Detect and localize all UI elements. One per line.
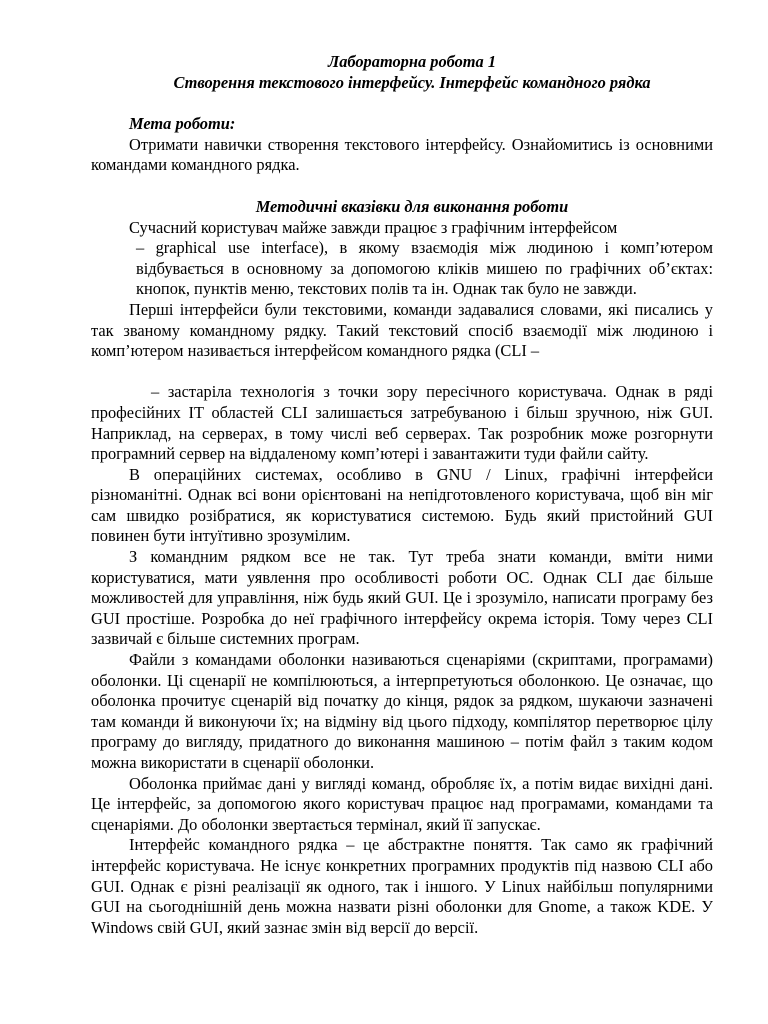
title-line-1: Лабораторна робота 1 (327, 52, 497, 71)
goal-heading: Мета роботи: (129, 114, 236, 134)
guide-paragraph-1 (91, 218, 713, 300)
guide-paragraph-5: Файли з командами оболонки називаються сценаріями (скриптами, програмами) оболонки. Ці сценарії не компілюються, а інтерпретуються оболонкою. Це означає, що оболонка прочитує сценарій від початку до кінця, рядок за рядком, шукаючи зазначені там команди й виконуючи їх; на відміну від цього підходу, компілятор перетворює цілу програму до вигляду, придатного до виконання машиною – потім файл з таким кодом можна використати в сценарії оболонки. (91, 650, 713, 772)
goal-text: Отримати навички створення текстового інтерфейсу. Ознайомитись із основними командами командного рядка. (91, 134, 713, 175)
document-page (91, 52, 713, 938)
title-line-2: Створення текстового інтерфейсу. Інтерфейс командного рядка (173, 72, 651, 92)
guide-paragraph-7: Інтерфейс командного рядка – це абстрактне поняття. Так само як графічний інтерфейс користувача. Не існує конкретних програмних продуктів під назвою CLI або GUI. Однак є різні реалізації як одного, так і іншого. У Linux найбільш популярними GUI на сьогоднішній день можна назвати різні оболонки для Gnome, а також KDE. У Windows свій GUI, який зазнає змін від версії до версії. (91, 835, 713, 937)
guide-paragraph-2-continuation: – застаріла технологія з точки зору пересічного користувача. Однак в ряді професійних IT областей CLI залишається затребуваною і більш зручною, ніж GUI. Наприклад, на серверах, в тому числі веб серверах. Так розробник може розгорнути програмний сервер на віддаленому комп’ютері і завантажити туди файли сайту. (91, 382, 713, 464)
blank-gap (91, 362, 713, 383)
guide-paragraph-2: Перші інтерфейси були текстовими, команди задавалися словами, які писались у так званому командному рядку. Такий текстовий спосіб взаємодії між людиною і комп’ютером називається інтерфейсом командного рядка (CLI – (91, 299, 713, 361)
guide-paragraph-4: З командним рядком все не так. Тут треба знати команди, вміти ними користуватися, мати уявлення про особливості роботи ОС. Однак CLI дає більше можливостей для управління, ніж будь який GUI. Це і зрозуміло, написати програму без GUI простіше. Розробка до неї графічного інтерфейсу окрема історія. Тому через CLI зазвичай є більше системних програм. (91, 547, 713, 649)
document-title (91, 52, 713, 93)
guide-paragraph-3: В операційних системах, особливо в GNU / Linux, графічні інтерфейси різноманітні. Однак всі вони орієнтовані на непідготовленого користувача, щоб він міг сам швидко розібратися, як користуватися системою. Будь який пристойний GUI повинен бути інтуїтивно зрозумілим. (91, 464, 713, 546)
guide-heading: Методичні вказівки для виконання роботи (255, 196, 569, 216)
guide-paragraph-6: Оболонка приймає дані у вигляді команд, обробляє їх, а потім видає вихідні дані. Це інтерфейс, за допомогою якого користувач працює над програмами, командами та сценаріями. До оболонки звертається термінал, який її запускає. (91, 773, 713, 834)
guide-paragraph-1-rest: – graphical use interface), в якому взаємодія між людиною і комп’ютером відбувається в основному за допомогою кліків мишею по графічних об’єктах: кнопок, пунктів меню, текстових полів та ін. Однак так було не завжди. (136, 238, 713, 299)
guide-paragraph-1-first-line: Сучасний користувач майже завжди працює з графічним інтерфейсом (129, 217, 618, 237)
